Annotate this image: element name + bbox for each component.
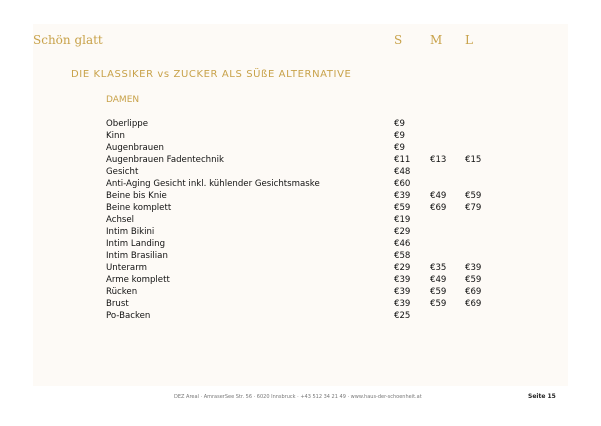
table-row <box>106 202 526 214</box>
table-row <box>106 190 526 202</box>
price-l: €79 <box>465 203 482 213</box>
price-m: €59 <box>430 287 447 297</box>
price-s: €9 <box>394 131 405 141</box>
size-header-m: M <box>430 33 443 47</box>
treatment-name: Beine bis Knie <box>106 191 167 201</box>
treatment-name: Brust <box>106 299 129 309</box>
treatment-name: Arme komplett <box>106 275 170 285</box>
price-s: €29 <box>394 263 411 273</box>
price-s: €39 <box>394 299 411 309</box>
table-row <box>106 274 526 286</box>
treatment-name: Beine komplett <box>106 203 172 213</box>
table-row <box>106 310 526 322</box>
table-row <box>106 226 526 238</box>
price-s: €9 <box>394 143 405 153</box>
price-s: €39 <box>394 287 411 297</box>
treatment-name: Rücken <box>106 287 138 297</box>
table-row <box>106 286 526 298</box>
price-l: €59 <box>465 275 482 285</box>
price-l: €15 <box>465 155 482 165</box>
price-s: €29 <box>394 227 411 237</box>
table-row <box>106 130 526 142</box>
treatment-name: Oberlippe <box>106 119 149 129</box>
treatment-name: Intim Bikini <box>106 227 155 237</box>
treatment-name: Anti-Aging Gesicht inkl. kühlender Gesichtsmaske <box>106 179 320 189</box>
price-l: €69 <box>465 287 482 297</box>
table-row <box>106 262 526 274</box>
price-s: €46 <box>394 239 411 249</box>
price-s: €25 <box>394 311 411 321</box>
price-s: €11 <box>394 155 411 165</box>
category-heading: DAMEN <box>106 95 140 105</box>
table-row <box>106 214 526 226</box>
table-row <box>106 238 526 250</box>
treatment-name: Po-Backen <box>106 311 151 321</box>
price-s: €39 <box>394 191 411 201</box>
treatment-name: Gesicht <box>106 167 139 177</box>
table-row <box>106 166 526 178</box>
table-row <box>106 250 526 262</box>
size-header-s: S <box>394 33 403 47</box>
price-table <box>106 118 526 322</box>
treatment-name: Kinn <box>106 131 125 141</box>
treatment-name: Augenbrauen Fadentechnik <box>106 155 224 165</box>
table-row <box>106 142 526 154</box>
treatment-name: Intim Landing <box>106 239 166 249</box>
price-l: €69 <box>465 299 482 309</box>
treatment-name: Intim Brasilian <box>106 251 168 261</box>
price-page <box>33 24 568 386</box>
price-m: €59 <box>430 299 447 309</box>
footer-address: DEZ Areal · AmraserSee Str. 56 · 6020 Innsbruck · +43 512 34 21 49 · www.haus-der-schoenheit.at <box>174 394 422 400</box>
price-m: €35 <box>430 263 447 273</box>
table-row <box>106 154 526 166</box>
price-m: €49 <box>430 275 447 285</box>
table-row <box>106 118 526 130</box>
price-m: €13 <box>430 155 447 165</box>
price-l: €59 <box>465 191 482 201</box>
price-s: €9 <box>394 119 405 129</box>
treatment-name: Augenbrauen <box>106 143 164 153</box>
price-m: €69 <box>430 203 447 213</box>
section-heading: DIE KLASSIKER vs ZUCKER ALS SÜßE ALTERNATIVE <box>71 69 352 80</box>
price-m: €49 <box>430 191 447 201</box>
price-l: €39 <box>465 263 482 273</box>
page-title: Schön glatt <box>33 33 103 47</box>
size-header-l: L <box>465 33 473 47</box>
price-s: €48 <box>394 167 411 177</box>
treatment-name: Achsel <box>106 215 135 225</box>
price-s: €60 <box>394 179 411 189</box>
price-s: €58 <box>394 251 411 261</box>
table-row <box>106 178 526 190</box>
treatment-name: Unterarm <box>106 263 147 273</box>
price-s: €19 <box>394 215 411 225</box>
price-s: €59 <box>394 203 411 213</box>
price-s: €39 <box>394 275 411 285</box>
table-row <box>106 298 526 310</box>
page-number: Seite 15 <box>528 393 556 400</box>
